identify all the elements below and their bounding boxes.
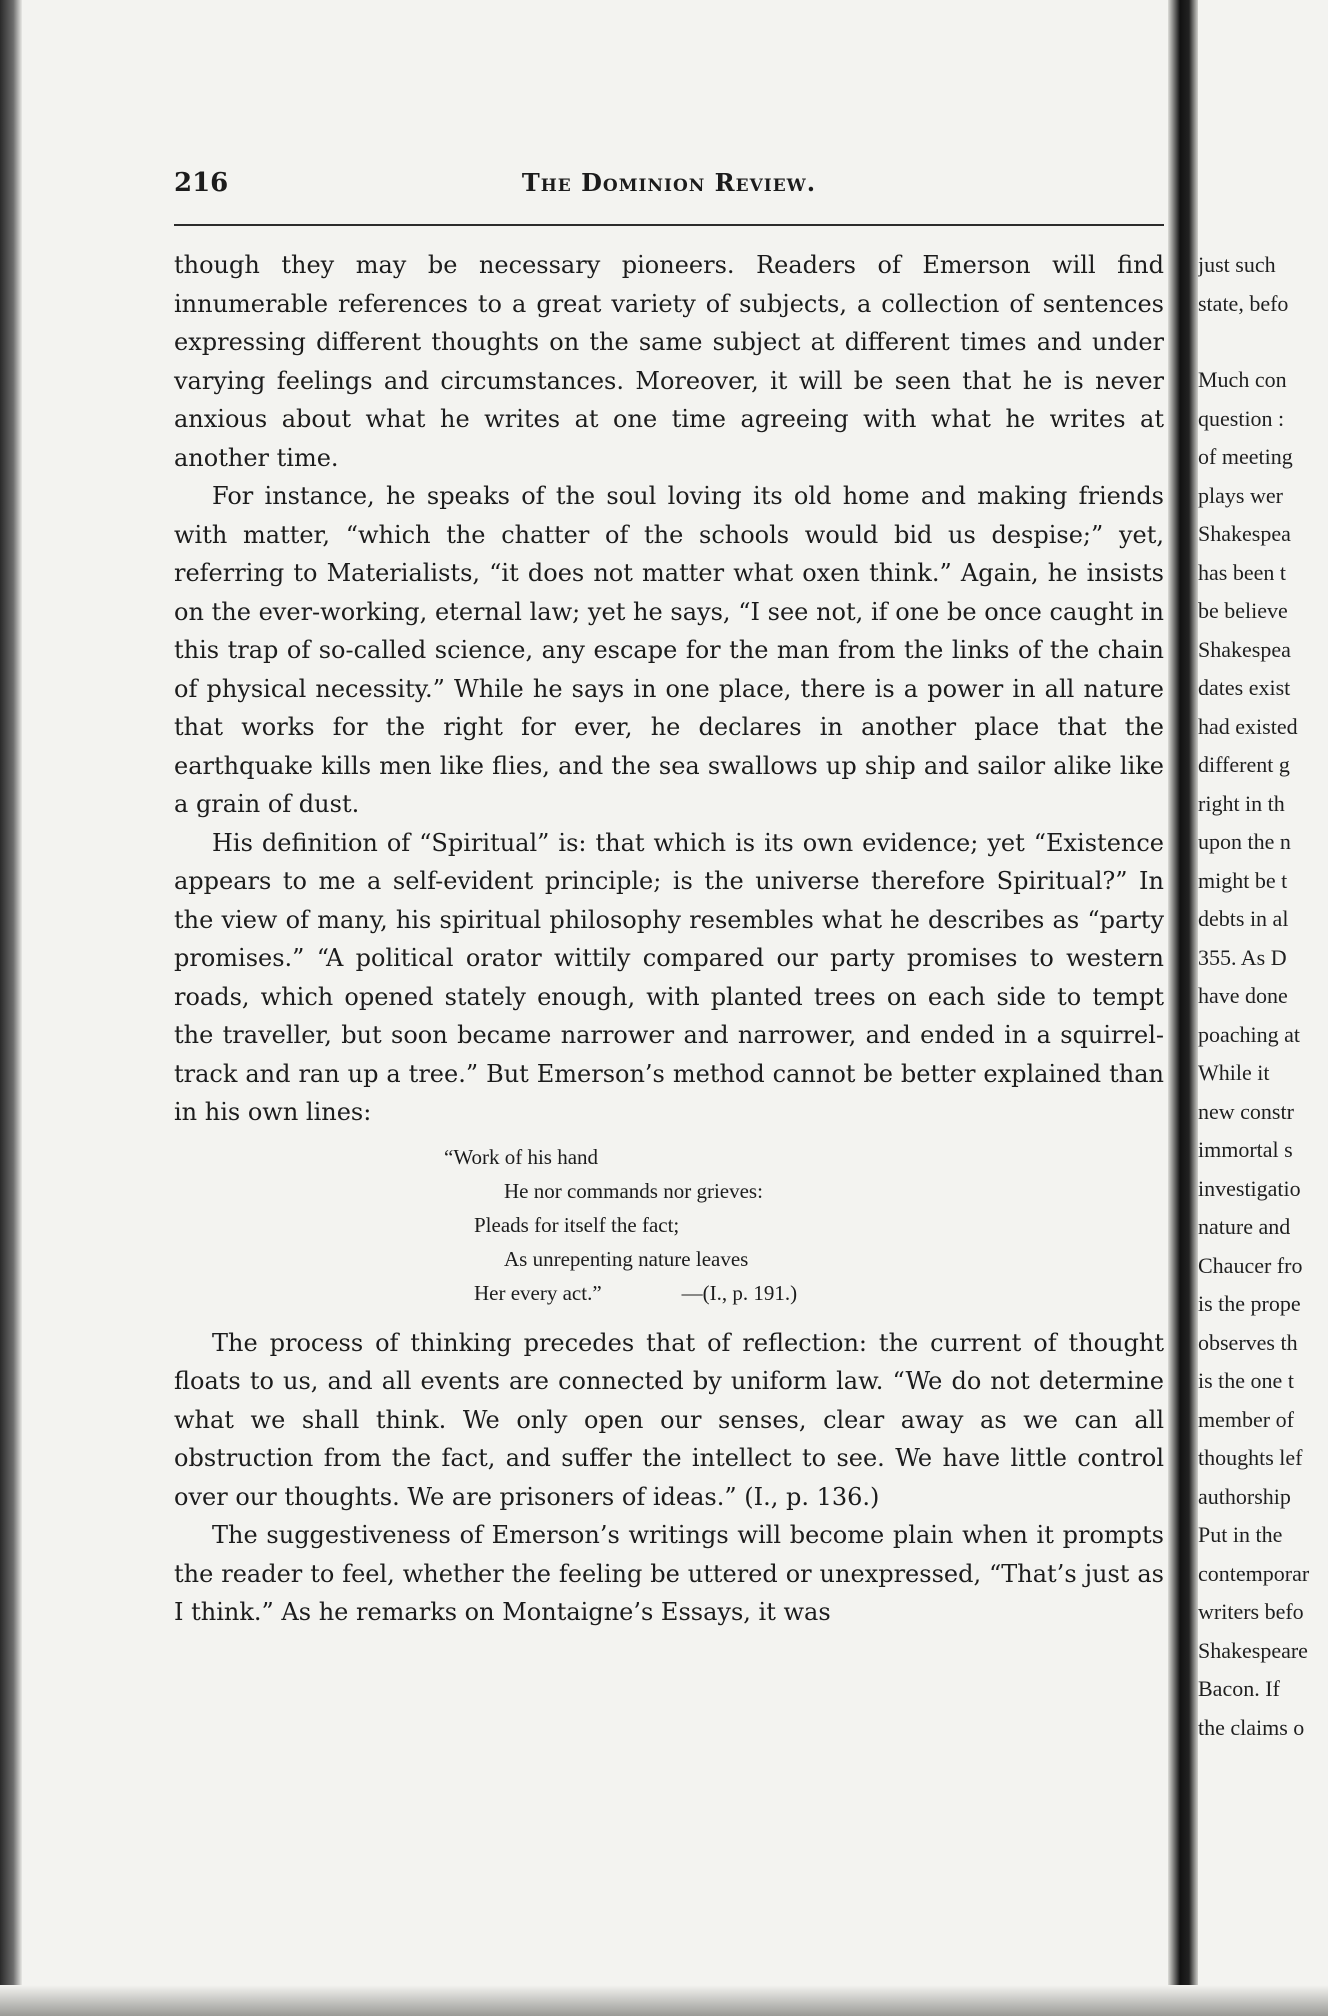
paragraph-3: His definition of “Spiritual” is: that which is its own evidence; yet “Existence appears to me a self-evident principle; is the universe therefore Spiritual?” In the view of many, his spiritual philosophy resembles what he describes as “party promises.” “A political orator wittily compared our party promises to western roads, which opened stately enough, with planted trees on each side to tempt the traveller, but soon became narrower and narrower, and ended in a squirrel-track and ran up a tree.” But Emerson’s method cannot be better explained than in his own lines: [174, 828, 1164, 1126]
facing-line: right in th [1198, 790, 1285, 816]
facing-line: dates exist [1198, 675, 1291, 700]
poem-line: Pleads for itself the fact; [474, 1212, 680, 1237]
facing-line: Bacon. If [1198, 1676, 1280, 1701]
paragraph-4: The process of thinking precedes that of reflection: the current of thought floats to us, and all events are connected by uniform law. “We do not determine what we shall think. We only open our senses, clear away as we can all obstruction from the fact, and suffer the intellect to see. We have little control over our thoughts. We are prisoners of ideas.” (I., p. 136.) [174, 1328, 1164, 1511]
facing-line: upon the n [1198, 829, 1291, 854]
book-gutter [1168, 0, 1198, 2016]
facing-line: Shakespea [1198, 636, 1291, 662]
facing-line: immortal s [1198, 1137, 1293, 1162]
facing-line: Put in the [1198, 1522, 1283, 1547]
facing-line: different g [1198, 752, 1290, 777]
facing-line: is the one t [1198, 1368, 1294, 1393]
facing-line: the claims o [1198, 1714, 1305, 1740]
facing-line: Shakespea [1198, 521, 1291, 546]
facing-line: 355. As D [1198, 944, 1287, 970]
facing-line: investigatio [1198, 1175, 1301, 1201]
body-text [174, 246, 1164, 1632]
page-bottom-shadow [0, 1985, 1328, 2016]
facing-line: debts in al [1198, 906, 1289, 931]
poem-line: As unrepenting nature leaves [504, 1246, 749, 1271]
facing-line: might be t [1198, 867, 1288, 893]
poem-line-text: Her every act.” [474, 1280, 602, 1305]
facing-line: Much con [1198, 367, 1287, 392]
facing-line: Chaucer fro [1198, 1252, 1303, 1278]
facing-page-fragment [1198, 246, 1328, 1747]
paragraph-2: For instance, he speaks of the soul loving its old home and making friends with matter, “which the chatter of the schools would bid us despise;” yet, referring to Materialists, “it does not matter what oxen think.” Again, he insists on the ever-working, eternal law; yet he says, “I see not, if one be once caught in this trap of so-called science, any escape for the man from the links of the chain of physical necessity.” While he says in one place, there is a power in all nature that works for the right for ever, he declares in another place that the earthquake kills men like flies, and the sea swallows up ship and sailor alike like a grain of dust. [174, 482, 1164, 818]
facing-line: While it [1198, 1060, 1270, 1085]
facing-line: observes th [1198, 1329, 1298, 1355]
facing-line: be believe [1198, 598, 1288, 623]
facing-line: question : [1198, 405, 1285, 431]
facing-line: of meeting [1198, 444, 1293, 469]
facing-line: just such [1198, 252, 1276, 277]
facing-line: authorship [1198, 1483, 1291, 1509]
poem-line-last [444, 1276, 1164, 1310]
poem-citation: —(I., p. 191.) [681, 1280, 798, 1305]
header-rule [174, 224, 1164, 226]
poem-quotation [444, 1140, 1164, 1310]
facing-line: have done [1198, 983, 1288, 1008]
book-spine-shadow [0, 0, 22, 2016]
facing-line: nature and [1198, 1214, 1291, 1239]
paragraph-5: The suggestiveness of Emerson’s writings will become plain when it prompts the reader to feel, whether the feeling be uttered or unexpressed, “That’s just as I think.” As he remarks on Montaigne’s Essays, it was [174, 1521, 1164, 1626]
facing-line: new constr [1198, 1098, 1294, 1124]
facing-line: had existed [1198, 713, 1298, 739]
poem-line: “Work of his hand [444, 1144, 599, 1169]
facing-line: thoughts lef [1198, 1445, 1303, 1470]
poem-line: He nor commands nor grieves: [504, 1178, 763, 1203]
facing-line: contemporar [1198, 1560, 1310, 1586]
facing-line: member of [1198, 1406, 1294, 1432]
left-page [174, 162, 1164, 1626]
page-header [174, 162, 1164, 202]
facing-line: plays wer [1198, 482, 1283, 508]
facing-line: is the prope [1198, 1291, 1301, 1316]
facing-line: Shakespeare [1198, 1637, 1308, 1663]
facing-line: writers befo [1198, 1599, 1304, 1624]
facing-line: state, befo [1198, 290, 1289, 316]
page-number: 216 [174, 168, 229, 198]
facing-line: poaching at [1198, 1021, 1301, 1047]
running-head: The Dominion Review. [521, 168, 817, 197]
facing-line: has been t [1198, 559, 1286, 585]
paragraph-1: though they may be necessary pioneers. Readers of Emerson will find innumerable references to a great variety of subjects, a collection of sentences expressing different thoughts on the same subject at different times and under varying feelings and circumstances. Moreover, it will be seen that he is never anxious about what he writes at one time agreeing with what he writes at another time. [174, 251, 1164, 472]
